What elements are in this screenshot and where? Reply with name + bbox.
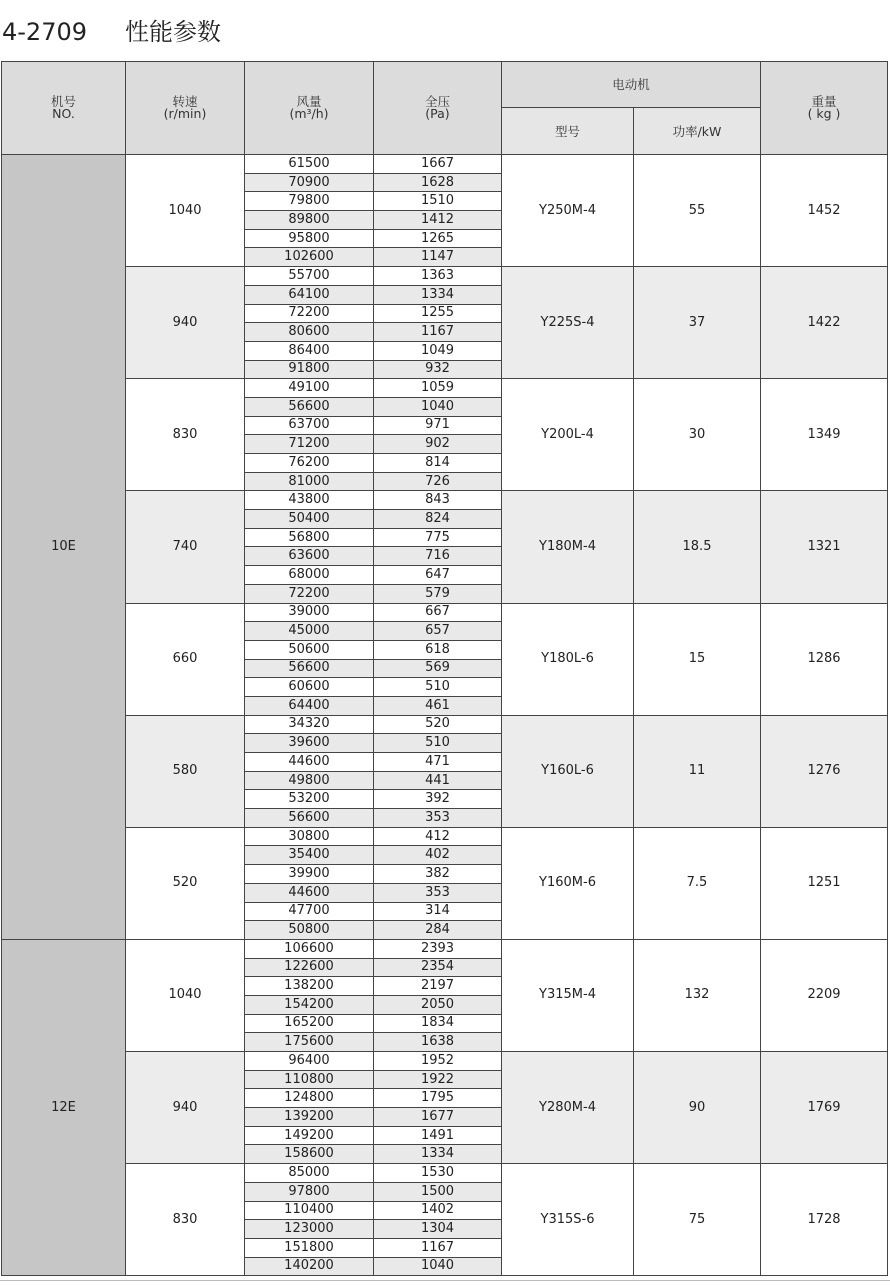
- pressure-cell: 843: [374, 491, 502, 510]
- airflow-cell: 97800: [245, 1182, 374, 1201]
- header-pressure: [374, 62, 502, 155]
- header-pressure-unit: (Pa): [425, 106, 450, 121]
- airflow-cell: 64100: [245, 285, 374, 304]
- table-row: [2, 939, 888, 958]
- airflow-cell: 72200: [245, 304, 374, 323]
- airflow-cell: 50400: [245, 510, 374, 529]
- airflow-cell: 106600: [245, 939, 374, 958]
- speed-cell: 740: [126, 491, 245, 603]
- pressure-cell: 392: [374, 790, 502, 809]
- airflow-cell: 124800: [245, 1089, 374, 1108]
- header-pressure-cn: 全压: [424, 94, 450, 109]
- airflow-cell: 76200: [245, 454, 374, 473]
- pressure-cell: 284: [374, 921, 502, 940]
- motor-type-cell: Y250M-4: [502, 155, 634, 267]
- airflow-cell: 158600: [245, 1145, 374, 1164]
- airflow-cell: 56800: [245, 528, 374, 547]
- airflow-cell: 154200: [245, 995, 374, 1014]
- airflow-cell: 85000: [245, 1164, 374, 1183]
- pressure-cell: 402: [374, 846, 502, 865]
- pressure-cell: 1040: [374, 1257, 502, 1276]
- airflow-cell: 39600: [245, 734, 374, 753]
- airflow-cell: 96400: [245, 1052, 374, 1071]
- airflow-cell: 50800: [245, 921, 374, 940]
- pressure-cell: 1500: [374, 1182, 502, 1201]
- motor-type-cell: Y160L-6: [502, 715, 634, 827]
- pressure-cell: 1334: [374, 285, 502, 304]
- table-row: [2, 267, 888, 286]
- table-row: [2, 1164, 888, 1183]
- header-model-no-cn: 机号: [50, 94, 76, 109]
- pressure-cell: 382: [374, 865, 502, 884]
- pressure-cell: 412: [374, 827, 502, 846]
- pressure-cell: 618: [374, 640, 502, 659]
- pressure-cell: 1334: [374, 1145, 502, 1164]
- speed-cell: 580: [126, 715, 245, 827]
- airflow-cell: 110400: [245, 1201, 374, 1220]
- airflow-cell: 45000: [245, 622, 374, 641]
- airflow-cell: 44600: [245, 883, 374, 902]
- speed-cell: 1040: [126, 939, 245, 1051]
- pressure-cell: 932: [374, 360, 502, 379]
- pressure-cell: 510: [374, 678, 502, 697]
- header-airflow: [245, 62, 374, 155]
- pressure-cell: 2197: [374, 977, 502, 996]
- airflow-cell: 63600: [245, 547, 374, 566]
- pressure-cell: 1638: [374, 1033, 502, 1052]
- pressure-cell: 1834: [374, 1014, 502, 1033]
- airflow-cell: 81000: [245, 472, 374, 491]
- table-header: [2, 62, 888, 155]
- header-weight-unit: ( kg ): [807, 106, 841, 121]
- pressure-cell: 1304: [374, 1220, 502, 1239]
- airflow-cell: 39900: [245, 865, 374, 884]
- airflow-cell: 140200: [245, 1257, 374, 1276]
- pressure-cell: 1952: [374, 1052, 502, 1071]
- table-row: [2, 491, 888, 510]
- airflow-cell: 102600: [245, 248, 374, 267]
- pressure-cell: 1412: [374, 211, 502, 230]
- speed-cell: 1040: [126, 155, 245, 267]
- motor-power-cell: 15: [634, 603, 761, 715]
- weight-cell: 1452: [761, 155, 888, 267]
- pressure-cell: 716: [374, 547, 502, 566]
- airflow-cell: 70900: [245, 173, 374, 192]
- table-body: [2, 155, 888, 1276]
- airflow-cell: 56600: [245, 397, 374, 416]
- motor-power-cell: 132: [634, 939, 761, 1051]
- airflow-cell: 80600: [245, 323, 374, 342]
- airflow-cell: 63700: [245, 416, 374, 435]
- pressure-cell: 1049: [374, 341, 502, 360]
- header-motor-power: 功率/kW: [634, 108, 761, 155]
- header-weight-cn: 重量: [811, 94, 837, 109]
- pressure-cell: 667: [374, 603, 502, 622]
- motor-type-cell: Y200L-4: [502, 379, 634, 491]
- airflow-cell: 61500: [245, 155, 374, 174]
- pressure-cell: 1040: [374, 397, 502, 416]
- airflow-cell: 175600: [245, 1033, 374, 1052]
- pressure-cell: 2354: [374, 958, 502, 977]
- weight-cell: 1422: [761, 267, 888, 379]
- table-row: [2, 155, 888, 174]
- airflow-cell: 79800: [245, 192, 374, 211]
- pressure-cell: 314: [374, 902, 502, 921]
- motor-power-cell: 90: [634, 1052, 761, 1164]
- pressure-cell: 579: [374, 584, 502, 603]
- speed-cell: 660: [126, 603, 245, 715]
- table-row: [2, 379, 888, 398]
- pressure-cell: 1363: [374, 267, 502, 286]
- airflow-cell: 89800: [245, 211, 374, 230]
- table-row: [2, 1052, 888, 1071]
- airflow-cell: 122600: [245, 958, 374, 977]
- pressure-cell: 647: [374, 566, 502, 585]
- motor-power-cell: 37: [634, 267, 761, 379]
- pressure-cell: 1265: [374, 229, 502, 248]
- header-model-no: [2, 62, 126, 155]
- airflow-cell: 68000: [245, 566, 374, 585]
- airflow-cell: 49100: [245, 379, 374, 398]
- title-name: 性能参数: [125, 18, 222, 46]
- motor-power-cell: 30: [634, 379, 761, 491]
- pressure-cell: 902: [374, 435, 502, 454]
- header-weight: [761, 62, 888, 155]
- motor-power-cell: 18.5: [634, 491, 761, 603]
- motor-power-cell: 7.5: [634, 827, 761, 939]
- airflow-cell: 64400: [245, 696, 374, 715]
- pressure-cell: 814: [374, 454, 502, 473]
- airflow-cell: 72200: [245, 584, 374, 603]
- header-motor-type: 型号: [502, 108, 634, 155]
- pressure-cell: 1059: [374, 379, 502, 398]
- airflow-cell: 60600: [245, 678, 374, 697]
- weight-cell: 1286: [761, 603, 888, 715]
- airflow-cell: 34320: [245, 715, 374, 734]
- pressure-cell: 461: [374, 696, 502, 715]
- pressure-cell: 1491: [374, 1126, 502, 1145]
- pressure-cell: 569: [374, 659, 502, 678]
- pressure-cell: 353: [374, 883, 502, 902]
- pressure-cell: 657: [374, 622, 502, 641]
- airflow-cell: 86400: [245, 341, 374, 360]
- airflow-cell: 56600: [245, 659, 374, 678]
- pressure-cell: 2050: [374, 995, 502, 1014]
- pressure-cell: 1167: [374, 1238, 502, 1257]
- pressure-cell: 1795: [374, 1089, 502, 1108]
- header-speed-cn: 转速: [172, 94, 198, 109]
- airflow-cell: 151800: [245, 1238, 374, 1257]
- weight-cell: 1321: [761, 491, 888, 603]
- motor-power-cell: 11: [634, 715, 761, 827]
- airflow-cell: 71200: [245, 435, 374, 454]
- motor-type-cell: Y225S-4: [502, 267, 634, 379]
- motor-power-cell: 75: [634, 1164, 761, 1276]
- pressure-cell: 1530: [374, 1164, 502, 1183]
- airflow-cell: 49800: [245, 771, 374, 790]
- weight-cell: 1251: [761, 827, 888, 939]
- airflow-cell: 149200: [245, 1126, 374, 1145]
- airflow-cell: 39000: [245, 603, 374, 622]
- title-model: 4-2709: [2, 18, 88, 46]
- model-no-cell: 12E: [2, 939, 126, 1275]
- table-row: [2, 827, 888, 846]
- pressure-cell: 1922: [374, 1070, 502, 1089]
- weight-cell: 1276: [761, 715, 888, 827]
- header-motor: 电动机: [502, 62, 761, 108]
- header-airflow-unit: (m³/h): [289, 106, 329, 121]
- airflow-cell: 55700: [245, 267, 374, 286]
- pressure-cell: 1255: [374, 304, 502, 323]
- motor-power-cell: 55: [634, 155, 761, 267]
- pressure-cell: 471: [374, 753, 502, 772]
- pressure-cell: 726: [374, 472, 502, 491]
- motor-type-cell: Y180L-6: [502, 603, 634, 715]
- pressure-cell: 510: [374, 734, 502, 753]
- airflow-cell: 91800: [245, 360, 374, 379]
- weight-cell: 1728: [761, 1164, 888, 1276]
- performance-table: [1, 61, 888, 1276]
- table-row: [2, 603, 888, 622]
- pressure-cell: 1667: [374, 155, 502, 174]
- pressure-cell: 1402: [374, 1201, 502, 1220]
- page-title: [2, 14, 221, 50]
- airflow-cell: 43800: [245, 491, 374, 510]
- pressure-cell: 1167: [374, 323, 502, 342]
- header-model-no-en: NO.: [52, 106, 75, 121]
- airflow-cell: 50600: [245, 640, 374, 659]
- airflow-cell: 47700: [245, 902, 374, 921]
- pressure-cell: 520: [374, 715, 502, 734]
- weight-cell: 1349: [761, 379, 888, 491]
- airflow-cell: 95800: [245, 229, 374, 248]
- speed-cell: 520: [126, 827, 245, 939]
- airflow-cell: 30800: [245, 827, 374, 846]
- weight-cell: 2209: [761, 939, 888, 1051]
- motor-type-cell: Y280M-4: [502, 1052, 634, 1164]
- airflow-cell: 139200: [245, 1108, 374, 1127]
- pressure-cell: 1510: [374, 192, 502, 211]
- speed-cell: 830: [126, 379, 245, 491]
- motor-type-cell: Y315M-4: [502, 939, 634, 1051]
- weight-cell: 1769: [761, 1052, 888, 1164]
- pressure-cell: 2393: [374, 939, 502, 958]
- airflow-cell: 44600: [245, 753, 374, 772]
- speed-cell: 940: [126, 267, 245, 379]
- motor-type-cell: Y315S-6: [502, 1164, 634, 1276]
- pressure-cell: 441: [374, 771, 502, 790]
- motor-type-cell: Y180M-4: [502, 491, 634, 603]
- page-bottom-rule: [0, 1280, 890, 1281]
- speed-cell: 830: [126, 1164, 245, 1276]
- pressure-cell: 353: [374, 809, 502, 828]
- header-speed: [126, 62, 245, 155]
- model-no-cell: 10E: [2, 155, 126, 940]
- table-row: [2, 715, 888, 734]
- airflow-cell: 56600: [245, 809, 374, 828]
- speed-cell: 940: [126, 1052, 245, 1164]
- airflow-cell: 138200: [245, 977, 374, 996]
- airflow-cell: 110800: [245, 1070, 374, 1089]
- pressure-cell: 1628: [374, 173, 502, 192]
- pressure-cell: 1677: [374, 1108, 502, 1127]
- airflow-cell: 35400: [245, 846, 374, 865]
- pressure-cell: 1147: [374, 248, 502, 267]
- airflow-cell: 165200: [245, 1014, 374, 1033]
- pressure-cell: 775: [374, 528, 502, 547]
- motor-type-cell: Y160M-6: [502, 827, 634, 939]
- airflow-cell: 123000: [245, 1220, 374, 1239]
- airflow-cell: 53200: [245, 790, 374, 809]
- pressure-cell: 824: [374, 510, 502, 529]
- header-speed-unit: (r/min): [163, 106, 207, 121]
- header-airflow-cn: 风量: [296, 94, 322, 109]
- pressure-cell: 971: [374, 416, 502, 435]
